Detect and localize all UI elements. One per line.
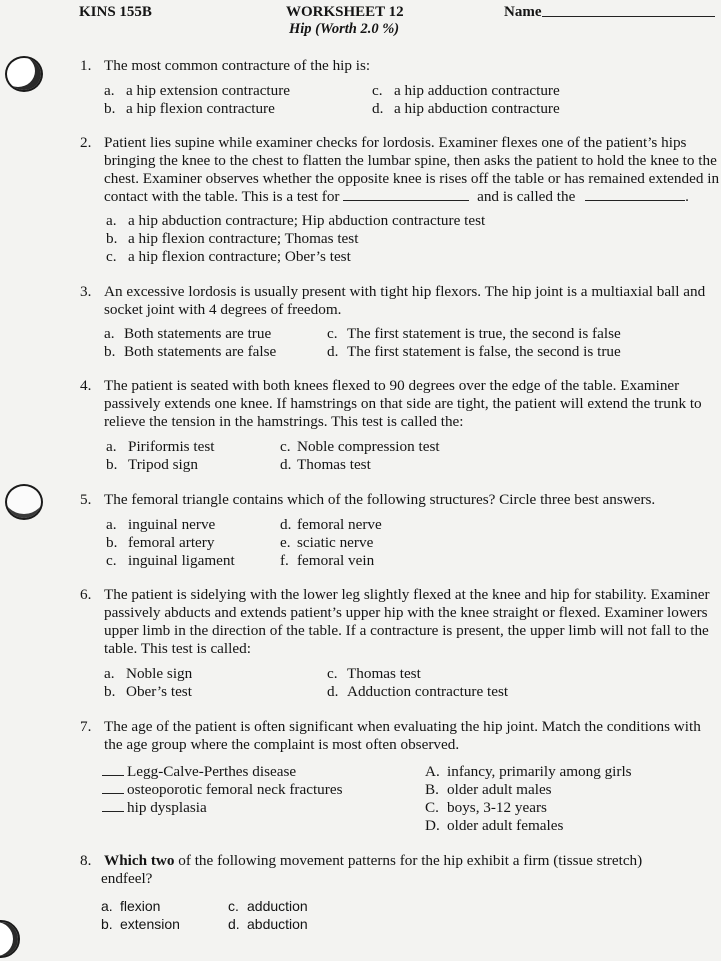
option-b[interactable]: b. a hip flexion contracture; Thomas test xyxy=(106,230,359,247)
answer-blank-1[interactable] xyxy=(343,188,469,201)
option-c[interactable]: c. adduction xyxy=(228,898,308,914)
option-a[interactable]: a. a hip abduction contracture; Hip abduction contracture test xyxy=(106,212,486,229)
option-c[interactable]: c. a hip flexion contracture; Ober’s test xyxy=(106,248,351,265)
match-blank[interactable] xyxy=(102,799,124,812)
option-f[interactable]: f. femoral vein xyxy=(280,552,375,569)
question-number: 2. xyxy=(80,134,92,151)
stem-line-2: endfeel? xyxy=(101,870,153,887)
stem-line-2: the age group where the complaint is most often observed. xyxy=(104,736,460,753)
stem-line-4: table. This test is called: xyxy=(104,640,251,657)
stem-line-1: Patient lies supine while examiner checks for lordosis. Examiner flexes one of the patient’s hips xyxy=(104,134,687,151)
option-c[interactable]: c. The first statement is true, the second is false xyxy=(327,325,621,342)
stem-line-2: passively abducts and extends patient’s upper hip with the knee straight or flexed. Examiner lowers xyxy=(104,604,708,621)
match-blank[interactable] xyxy=(102,763,124,776)
question-number: 1. xyxy=(80,57,92,74)
course-code: KINS 155B xyxy=(79,4,152,20)
age-group-b: B. older adult males xyxy=(425,781,552,798)
option-d[interactable]: d. a hip abduction contracture xyxy=(372,100,560,117)
option-b[interactable]: b. Both statements are false xyxy=(104,343,277,360)
question-number: 3. xyxy=(80,283,92,300)
binder-hole-middle xyxy=(5,484,43,520)
stem-line-4: contact with the table. This is a test for and is called the . xyxy=(104,188,689,205)
binder-hole-bottom xyxy=(0,920,20,958)
option-b[interactable]: b. femoral artery xyxy=(106,534,215,551)
worksheet-title: WORKSHEET 12 xyxy=(286,4,404,20)
option-d[interactable]: d. femoral nerve xyxy=(280,516,382,533)
stem-line-3: chest. Examiner observes whether the opposite knee is rises off the table or has remained extended in xyxy=(104,170,720,187)
option-b[interactable]: b. Ober’s test xyxy=(104,683,192,700)
option-b[interactable]: b. extension xyxy=(101,916,180,932)
stem-line-1: The patient is seated with both knees flexed to 90 degrees over the edge of the table. Examiner xyxy=(104,377,680,394)
stem-line-1: The age of the patient is often significant when evaluating the hip joint. Match the conditions with xyxy=(104,718,701,735)
question-stem: The most common contracture of the hip is: xyxy=(104,57,371,74)
name-label: Name xyxy=(504,4,542,20)
question-number: 4. xyxy=(80,377,92,394)
option-b[interactable]: b. Tripod sign xyxy=(106,456,198,473)
age-group-d: D. older adult females xyxy=(425,817,564,834)
option-d[interactable]: d. Thomas test xyxy=(280,456,371,473)
match-condition-3: hip dysplasia xyxy=(102,799,207,817)
question-number: 7. xyxy=(80,718,92,735)
stem-line-3: relieve the tension in the hamstrings. This test is called the: xyxy=(104,413,464,430)
match-condition-2: osteoporotic femoral neck fractures xyxy=(102,781,342,799)
stem-line-2: passively extends one knee. If hamstrings on that side are tight, the patient will extend the trunk to xyxy=(104,395,702,412)
question-number: 6. xyxy=(80,586,92,603)
match-condition-1: Legg-Calve-Perthes disease xyxy=(102,763,296,781)
option-a[interactable]: a. a hip extension contracture xyxy=(104,82,291,99)
age-group-a: A. infancy, primarily among girls xyxy=(425,763,632,780)
question-stem: The femoral triangle contains which of the following structures? Circle three best answers. xyxy=(104,491,656,508)
stem-line-2: socket joint with 4 degrees of freedom. xyxy=(104,301,342,318)
option-a[interactable]: a. Both statements are true xyxy=(104,325,272,342)
option-c[interactable]: c. Noble compression test xyxy=(280,438,440,455)
option-d[interactable]: d. abduction xyxy=(228,916,308,932)
binder-hole-top xyxy=(5,56,43,92)
option-c[interactable]: c. Thomas test xyxy=(327,665,421,682)
stem-line-1: Which two of the following movement patterns for the hip exhibit a firm (tissue stretch) xyxy=(104,852,643,869)
option-a[interactable]: a. flexion xyxy=(101,898,161,914)
option-a[interactable]: a. Piriformis test xyxy=(106,438,215,455)
option-c[interactable]: c. a hip adduction contracture xyxy=(372,82,560,99)
stem-line-1: An excessive lordosis is usually present with tight hip flexors. The hip joint is a multiaxial ball and xyxy=(104,283,706,300)
option-b[interactable]: b. a hip flexion contracture xyxy=(104,100,275,117)
question-number: 8. xyxy=(80,852,92,869)
question-number: 5. xyxy=(80,491,92,508)
answer-blank-2[interactable] xyxy=(585,188,685,201)
option-e[interactable]: e. sciatic nerve xyxy=(280,534,374,551)
option-d[interactable]: d. The first statement is false, the second is true xyxy=(327,343,621,360)
option-d[interactable]: d. Adduction contracture test xyxy=(327,683,509,700)
option-c[interactable]: c. inguinal ligament xyxy=(106,552,235,569)
match-blank[interactable] xyxy=(102,781,124,794)
name-field[interactable] xyxy=(542,16,715,17)
age-group-c: C. boys, 3-12 years xyxy=(425,799,547,816)
worksheet-subtitle: Hip (Worth 2.0 %) xyxy=(289,21,400,37)
stem-line-3: upper limb in the direction of the table. If a contracture is present, the upper limb will not fall to the xyxy=(104,622,709,639)
option-a[interactable]: a. Noble sign xyxy=(104,665,193,682)
stem-line-1: The patient is sidelying with the lower leg slightly flexed at the knee and hip for stability. Examiner xyxy=(104,586,710,603)
option-a[interactable]: a. inguinal nerve xyxy=(106,516,216,533)
stem-line-2: bringing the knee to the chest to flatten the lumbar spine, then asks the patient to hold the knee to the xyxy=(104,152,717,169)
